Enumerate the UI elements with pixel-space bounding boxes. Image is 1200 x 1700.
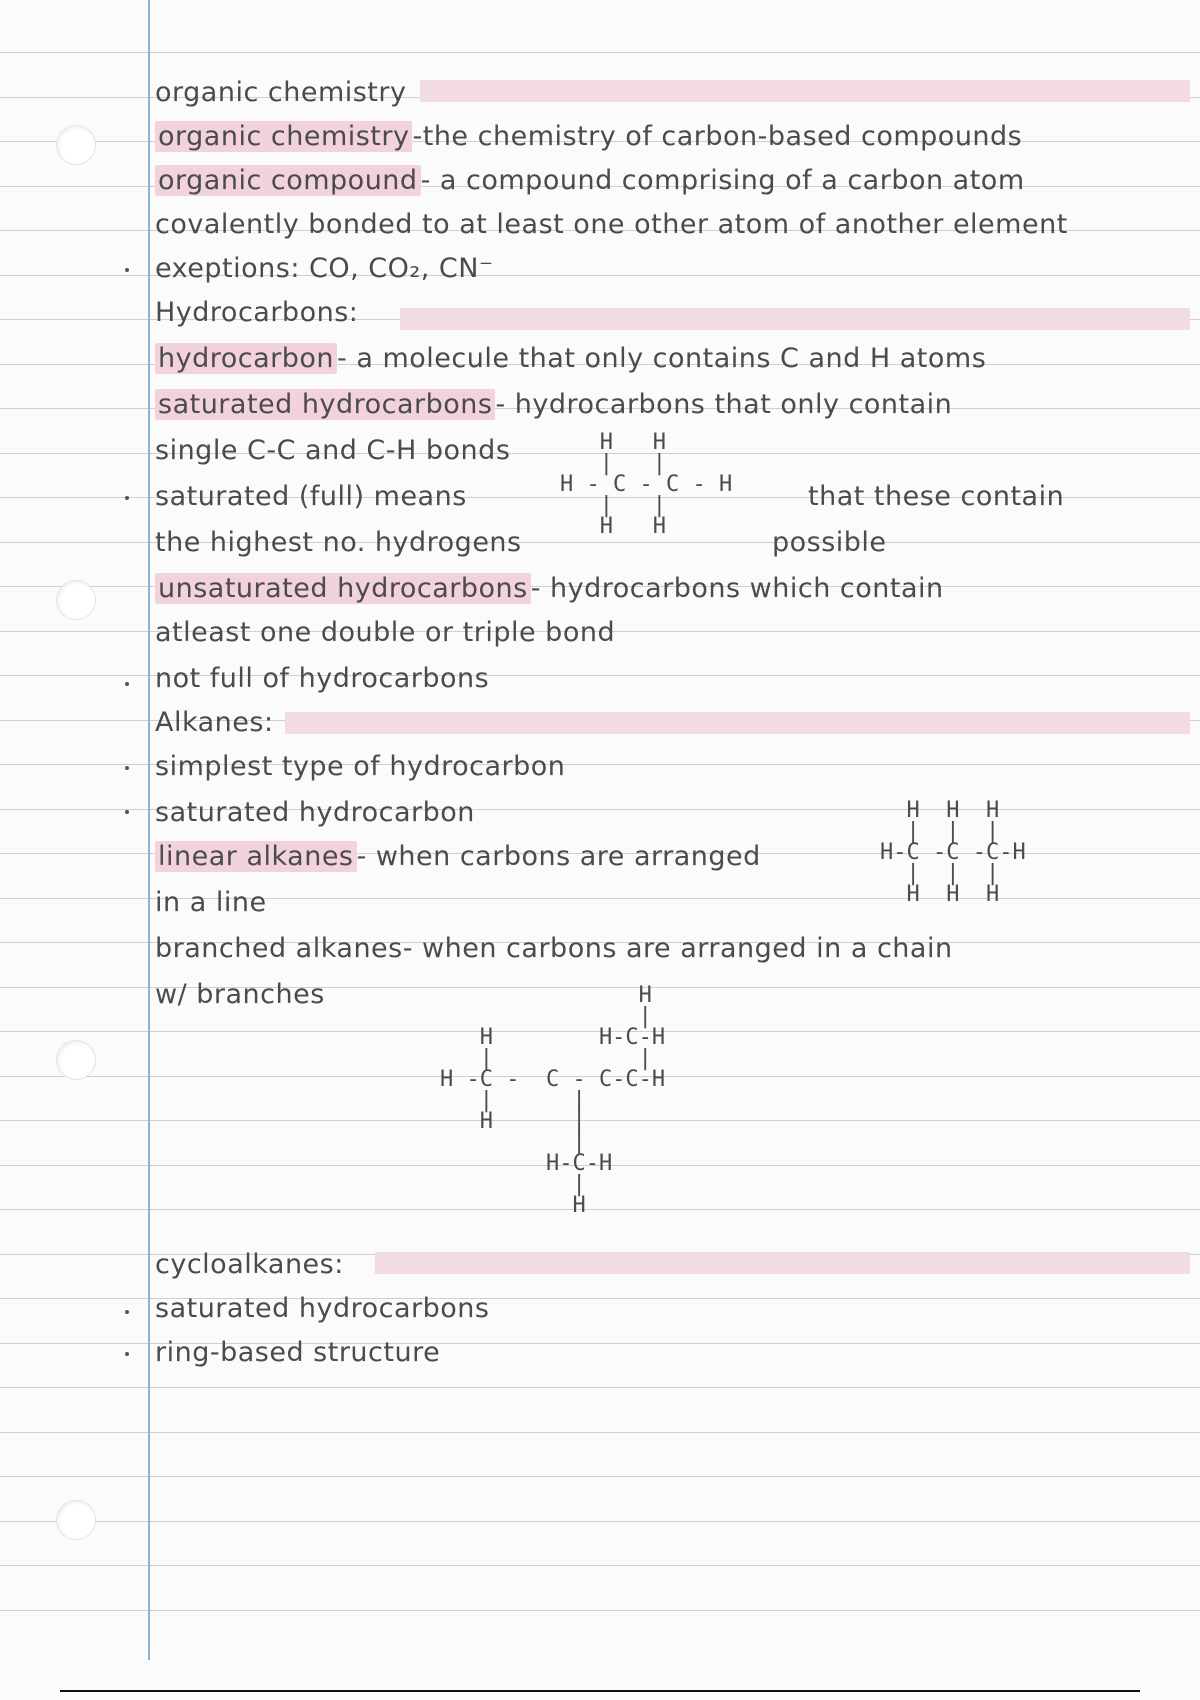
ruled-line bbox=[0, 1432, 1200, 1433]
saturated-continuation: single C-C and C-H bonds bbox=[155, 435, 511, 466]
bullet-dot bbox=[125, 1310, 129, 1314]
bottom-border bbox=[60, 1690, 1140, 1692]
ruled-line bbox=[0, 1521, 1200, 1522]
definition-organic-compound bbox=[155, 166, 1025, 196]
saturated-note-2-right: possible bbox=[772, 527, 887, 558]
definition-text: - a molecule that only contains C and H atoms bbox=[337, 343, 987, 374]
cycloalkanes-point-2: ring-based structure bbox=[155, 1337, 441, 1368]
definition-saturated bbox=[155, 390, 952, 420]
unsaturated-note: not full of hydrocarbons bbox=[155, 663, 490, 694]
heading-highlight bbox=[285, 712, 1190, 734]
propane-structure: H H H | | | H-C -C -C-H | | | H H H bbox=[880, 798, 1026, 907]
term-highlight: unsaturated hydrocarbons bbox=[155, 573, 531, 604]
definition-branched-alkanes bbox=[155, 934, 953, 964]
definition-linear-alkanes bbox=[155, 842, 761, 872]
definition-text: - when carbons are arranged bbox=[356, 841, 761, 872]
ethane-structure: H H | | H - C - C - H | | H H bbox=[560, 430, 733, 539]
ruled-line bbox=[0, 1565, 1200, 1566]
punch-hole bbox=[56, 580, 96, 620]
definition-text: - a compound comprising of a carbon atom bbox=[420, 165, 1025, 196]
heading-hydrocarbons: Hydrocarbons: bbox=[155, 297, 359, 328]
saturated-note-right: that these contain bbox=[808, 481, 1065, 512]
heading-highlight bbox=[375, 1252, 1190, 1274]
exceptions-line: exeptions: CO, CO₂, CN⁻ bbox=[155, 253, 494, 284]
cycloalkanes-point-1: saturated hydrocarbons bbox=[155, 1293, 490, 1324]
definition-organic-chemistry bbox=[155, 122, 1022, 152]
punch-hole bbox=[56, 1040, 96, 1080]
heading-highlight bbox=[400, 308, 1190, 330]
linear-continuation: in a line bbox=[155, 887, 267, 918]
branched-alkane-structure: H | H H-C-H | | H -C - C - C-C-H | | H | | H-C-H | H bbox=[440, 983, 666, 1218]
ruled-line bbox=[0, 1387, 1200, 1388]
alkanes-point-1: simplest type of hydrocarbon bbox=[155, 751, 566, 782]
bullet-dot bbox=[125, 682, 129, 686]
margin-line bbox=[148, 0, 150, 1660]
bullet-dot bbox=[125, 766, 129, 770]
heading-cycloalkanes: cycloalkanes: bbox=[155, 1249, 344, 1280]
bullet-dot bbox=[125, 496, 129, 500]
ruled-line bbox=[0, 52, 1200, 53]
term-highlight: saturated hydrocarbons bbox=[155, 389, 495, 420]
term-highlight: organic chemistry bbox=[155, 121, 412, 152]
definition-unsaturated bbox=[155, 574, 944, 604]
bullet-dot bbox=[125, 1352, 129, 1356]
saturated-note-2: the highest no. hydrogens bbox=[155, 527, 522, 558]
heading-alkanes: Alkanes: bbox=[155, 707, 274, 738]
alkanes-point-2: saturated hydrocarbon bbox=[155, 797, 475, 828]
term-highlight: organic compound bbox=[155, 165, 421, 196]
unsaturated-continuation: atleast one double or triple bond bbox=[155, 617, 616, 648]
bullet-dot bbox=[125, 810, 129, 814]
definition-text: - hydrocarbons which contain bbox=[530, 573, 944, 604]
ruled-line bbox=[0, 1610, 1200, 1611]
page-title: organic chemistry bbox=[155, 77, 407, 108]
term-highlight: hydrocarbon bbox=[155, 343, 337, 374]
definition-text: - when carbons are arranged in a chain bbox=[402, 933, 953, 964]
term-text: branched alkanes bbox=[155, 933, 403, 964]
term-highlight: linear alkanes bbox=[155, 841, 357, 872]
punch-hole bbox=[56, 1500, 96, 1540]
branched-continuation: w/ branches bbox=[155, 979, 325, 1010]
punch-hole bbox=[56, 125, 96, 165]
bullet-dot bbox=[125, 268, 129, 272]
heading-highlight bbox=[420, 80, 1190, 102]
definition-text: - hydrocarbons that only contain bbox=[495, 389, 953, 420]
definition-text: -the chemistry of carbon-based compounds bbox=[412, 121, 1023, 152]
ruled-line bbox=[0, 1476, 1200, 1477]
definition-continuation: covalently bonded to at least one other atom of another element bbox=[155, 209, 1068, 240]
definition-hydrocarbon bbox=[155, 344, 986, 374]
saturated-note: saturated (full) means bbox=[155, 481, 467, 512]
